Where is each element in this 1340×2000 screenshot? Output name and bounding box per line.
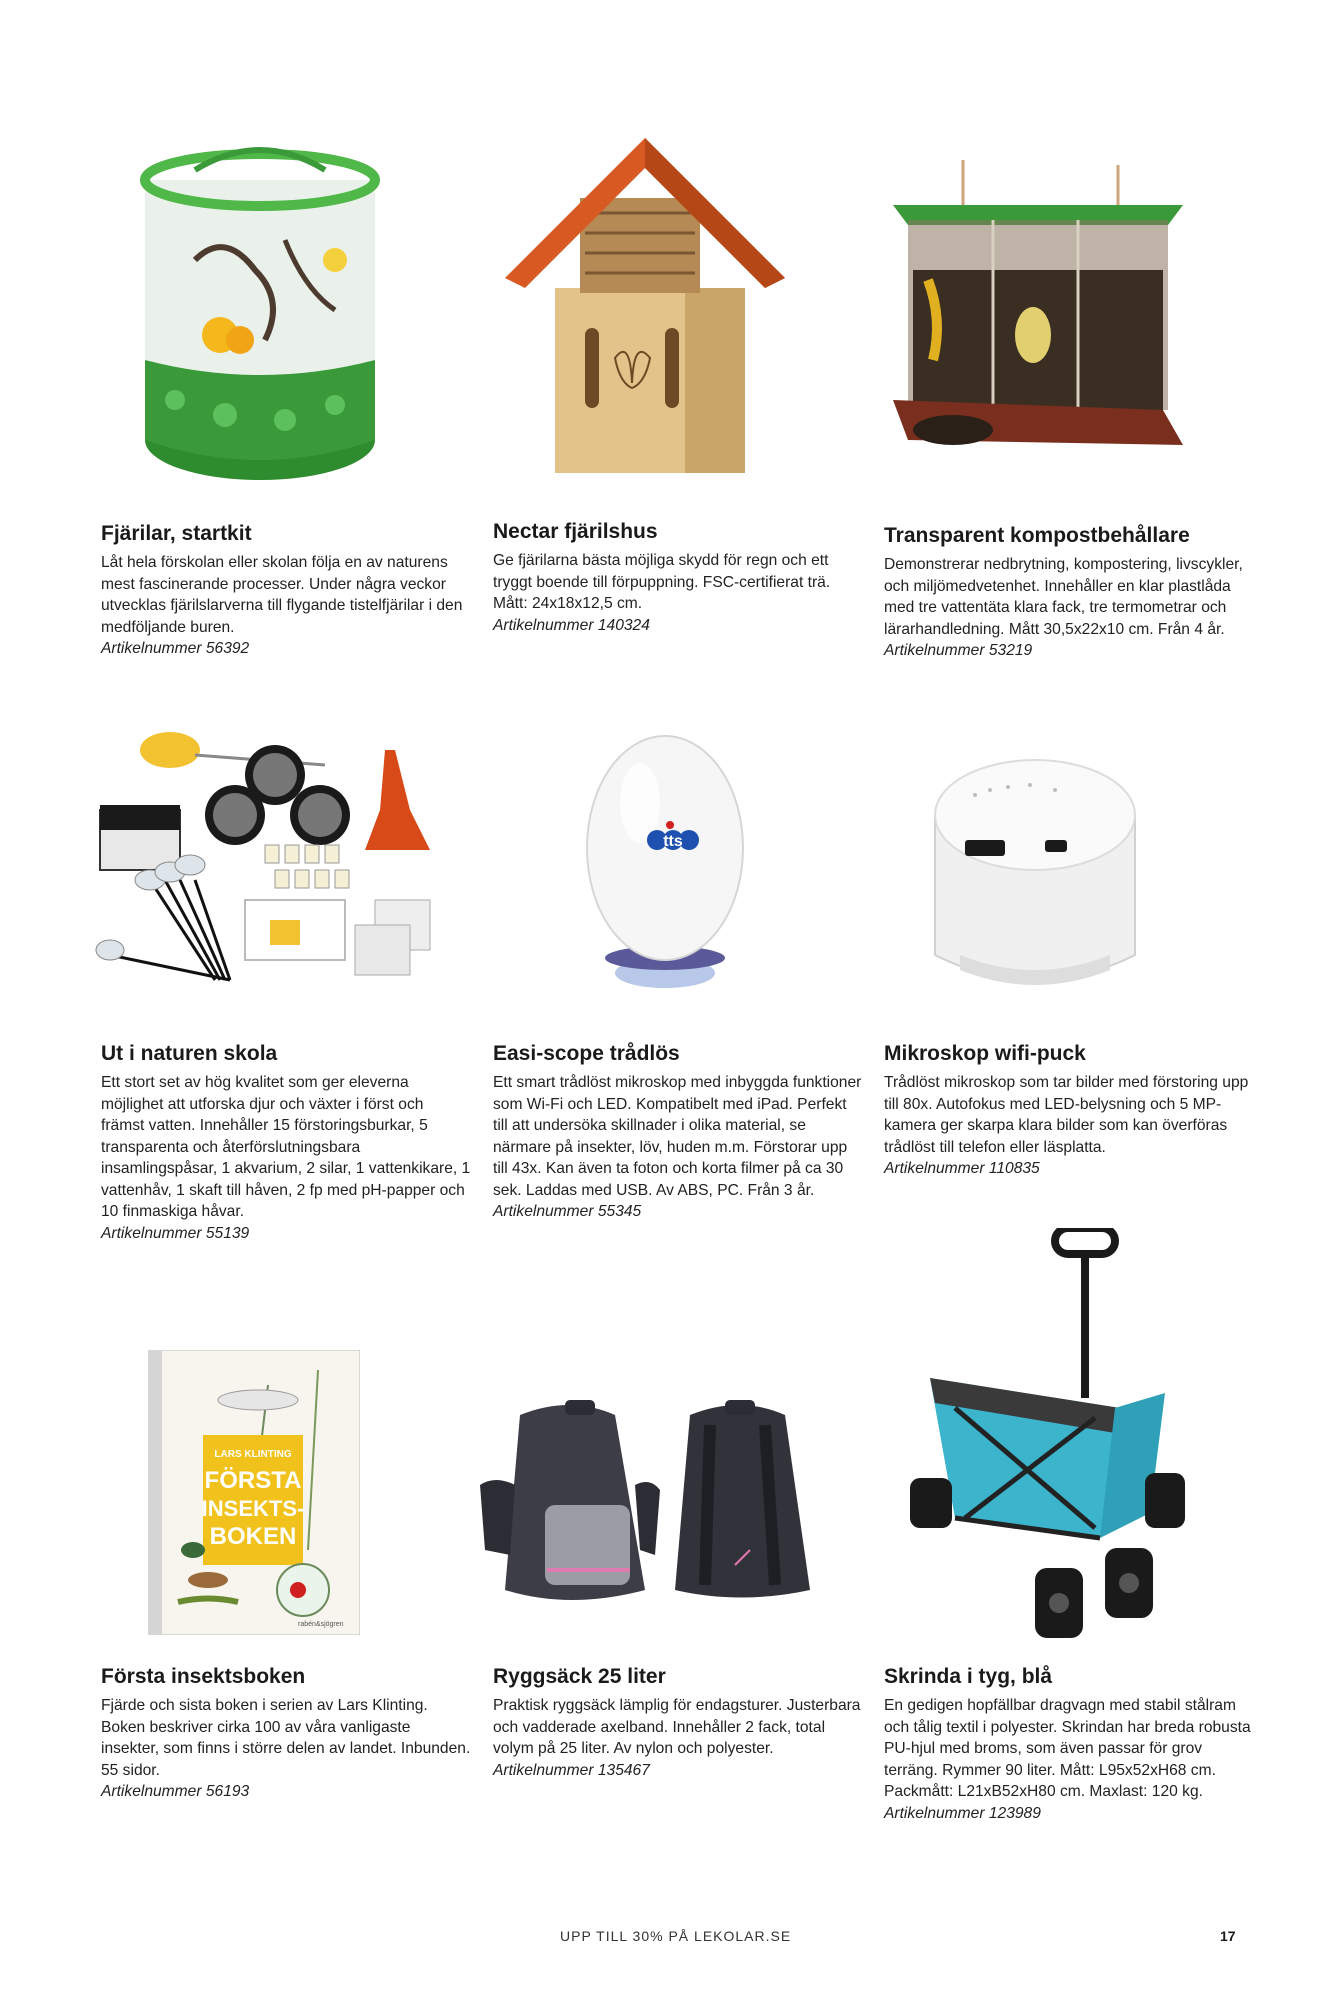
product-article-number: Artikelnummer 53219 bbox=[884, 642, 1033, 660]
product-description: En gedigen hopfällbar dragvagn med stabil stålram och tålig textil i polyester. Skrindan har breda robusta PU-hjul med broms, som även passar för grov terräng. Rymmer 90 liter. Mått: L95x52xH68 cm. Packmått: L21xB52xH80 cm. Maxlast: 120 kg. bbox=[884, 1697, 1251, 1801]
product-article-number: Artikelnummer 55345 bbox=[493, 1203, 642, 1221]
product-butterfly-kit bbox=[101, 522, 471, 660]
product-wagon bbox=[884, 1665, 1254, 1824]
product-title: Easi-scope trådlös bbox=[493, 1042, 680, 1065]
product-compost-container bbox=[884, 524, 1254, 662]
product-article-number: Artikelnummer 56193 bbox=[101, 1783, 250, 1801]
product-article-number: Artikelnummer 55139 bbox=[101, 1224, 250, 1242]
product-microscope-puck bbox=[884, 1042, 1254, 1180]
product-article-number: Artikelnummer 56392 bbox=[101, 640, 250, 658]
product-title: Transparent kompostbehållare bbox=[884, 524, 1190, 547]
product-description: Ett smart trådlöst mikroskop med inbyggda funktioner som Wi-Fi och LED. Kompatibelt med iPad. Perfekt till att undersöka skillnader i olika material, se närmare på insekter, löv, huden m.m. Förstorar upp till 43x. Kan även ta foton och korta filmer på ca 30 sek. Laddas med USB. Av ABS, PC. Från 3 år. bbox=[493, 1074, 862, 1199]
insect-book-image bbox=[148, 1350, 360, 1635]
product-nature-school bbox=[101, 1042, 471, 1244]
butterfly-kit-image bbox=[135, 140, 385, 480]
product-easi-scope bbox=[493, 1042, 863, 1223]
book-title-line-2: INSEKTS- bbox=[201, 1496, 305, 1521]
page-number: 17 bbox=[1220, 1928, 1236, 1944]
product-title: Fjärilar, startkit bbox=[101, 522, 252, 545]
footer-promo-text: UPP TILL 30% PÅ LEKOLAR.SE bbox=[560, 1928, 792, 1944]
book-author: LARS KLINTING bbox=[214, 1449, 292, 1460]
book-title-line-1: FÖRSTA bbox=[204, 1467, 302, 1494]
microscope-puck-image bbox=[930, 745, 1140, 995]
product-article-number: Artikelnummer 110835 bbox=[884, 1160, 1040, 1178]
product-title: Mikroskop wifi-puck bbox=[884, 1042, 1086, 1065]
product-description: Ett stort set av hög kvalitet som ger eleverna möjlighet att utforska djur och växter i först och främst vatten. Innehåller 15 förstoringsburkar, 5 transparenta och återförslutningsbara insamlingspåsar, 1 akvarium, 2 silar, 1 vattenkikare, 1 vattenhåv, 1 skaft till håven, 2 fp med pH-papper och 10 finmaskiga håvar. bbox=[101, 1074, 471, 1221]
product-title: Ryggsäck 25 liter bbox=[493, 1665, 666, 1688]
book-title-line-3: BOKEN bbox=[209, 1523, 297, 1550]
backpack-image bbox=[475, 1395, 845, 1605]
product-title: Ut i naturen skola bbox=[101, 1042, 278, 1065]
product-backpack bbox=[493, 1665, 863, 1781]
nature-school-set-image bbox=[95, 730, 465, 1000]
product-article-number: Artikelnummer 123989 bbox=[884, 1804, 1041, 1822]
product-title: Skrinda i tyg, blå bbox=[884, 1665, 1053, 1688]
butterfly-house-image bbox=[500, 138, 790, 478]
product-article-number: Artikelnummer 135467 bbox=[493, 1761, 650, 1779]
product-article-number: Artikelnummer 140324 bbox=[493, 616, 650, 634]
product-butterfly-house bbox=[493, 520, 863, 636]
product-description: Fjärde och sista boken i serien av Lars Klinting. Boken beskriver cirka 100 av våra vanligaste insekter, som finns i större delen av landet. Inbunden. 55 sidor. bbox=[101, 1697, 471, 1779]
product-description: Demonstrerar nedbrytning, kompostering, livscykler, och miljömedvetenhet. Innehåller en klar plastlåda med tre vattentäta klara fack, tre termometrar och lärarhandledning. Mått 30,5x22x10 cm. Från 4 år. bbox=[884, 556, 1243, 638]
product-description: Låt hela förskolan eller skolan följa en av naturens mest fascinerande processer. Under några veckor utvecklas fjärilslarverna till flygande tistelfjärilar i den medföljande buren. bbox=[101, 554, 463, 636]
compost-container-image bbox=[888, 160, 1188, 460]
book-publisher: rabén&sjögren bbox=[298, 1621, 344, 1628]
tts-logo: tts bbox=[663, 833, 683, 850]
product-description: Ge fjärilarna bästa möjliga skydd för regn och ett tryggt boende till förpuppning. FSC-certifierat trä. Mått: 24x18x12,5 cm. bbox=[493, 552, 831, 613]
product-insect-book bbox=[101, 1665, 471, 1803]
product-title: Första insektsboken bbox=[101, 1665, 306, 1688]
wagon-image bbox=[905, 1228, 1195, 1640]
product-description: Praktisk ryggsäck lämplig för endagsturer. Justerbara och vadderade axelband. Innehåller 2 fack, total volym på 25 liter. Av nylon och polyester. bbox=[493, 1697, 861, 1758]
product-description: Trådlöst mikroskop som tar bilder med förstoring upp till 80x. Autofokus med LED-belysning och 5 MP-kamera ger skarpa klara bilder som kan överföras trådlöst till telefon eller läsplatta. bbox=[884, 1074, 1249, 1156]
product-title: Nectar fjärilshus bbox=[493, 520, 658, 543]
easi-scope-image bbox=[585, 733, 745, 993]
